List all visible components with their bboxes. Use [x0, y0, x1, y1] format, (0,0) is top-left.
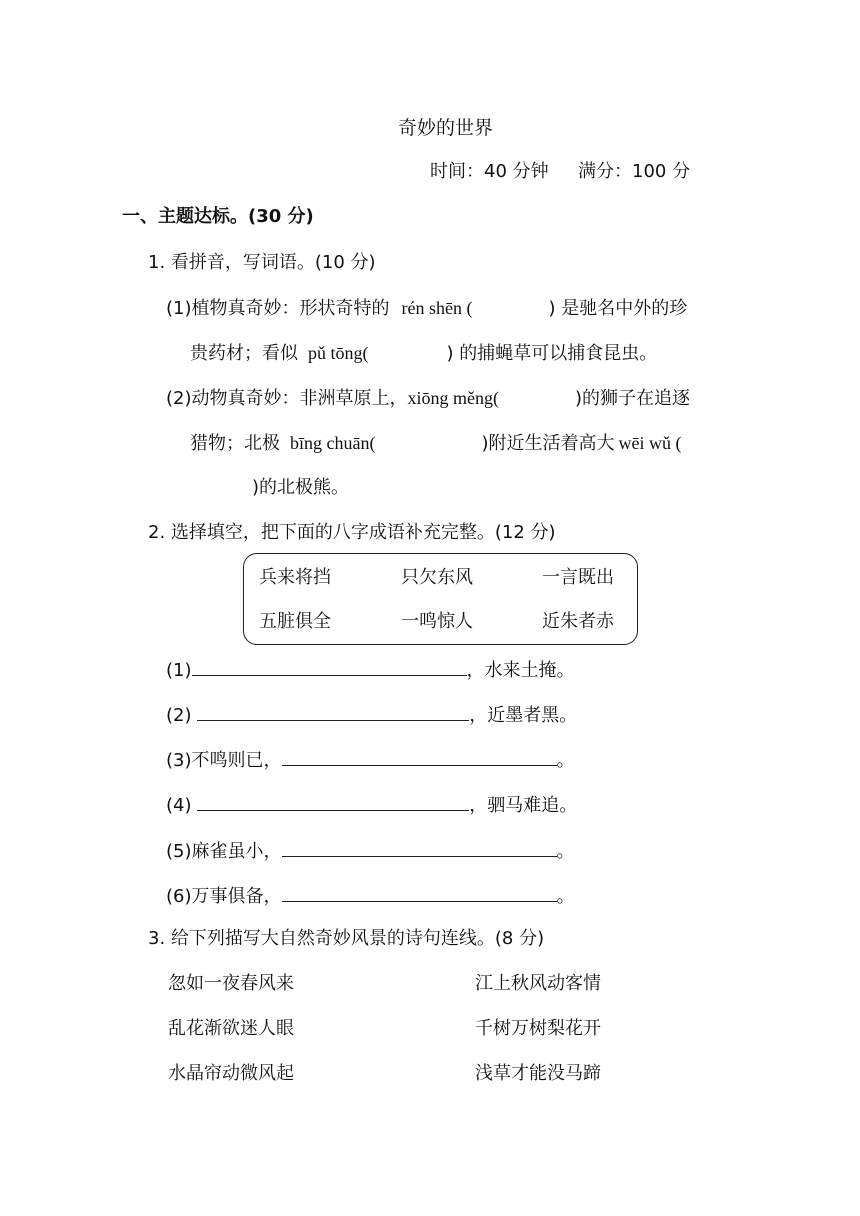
q2-item — [166, 657, 575, 683]
q2-item — [166, 747, 575, 773]
q1-item1-text-c: 贵药材；看似 — [190, 343, 298, 364]
q1-item1-text-d: ) 的捕蝇草可以捕食昆虫。 — [446, 343, 658, 364]
q2-item-before: (4) — [166, 795, 198, 816]
q2-item-after: 。 — [556, 886, 575, 907]
fill-blank[interactable] — [282, 747, 557, 766]
q3-prompt: 3. 给下列描写大自然奇妙风景的诗句连线。(8 分) — [148, 928, 545, 949]
q2-item — [166, 838, 575, 864]
q1-prompt: 1. 看拼音，写词语。(10 分) — [148, 252, 376, 273]
poem-line-right[interactable]: 江上秋风动客情 — [475, 973, 601, 994]
poem-line-left[interactable]: 忽如一夜春风来 — [168, 973, 294, 994]
poem-line-right[interactable]: 千树万树梨花开 — [475, 1018, 601, 1039]
q2-item-before: (5)麻雀虽小， — [166, 841, 282, 862]
q2-prompt: 2. 选择填空，把下面的八字成语补充完整。(12 分) — [148, 522, 556, 543]
q1-item2-line2 — [190, 431, 682, 456]
q2-item-after: ，近墨者黑。 — [469, 705, 578, 726]
q2-item-after: ，驷马难追。 — [469, 795, 578, 816]
word-bank-item[interactable]: 兵来将挡 — [259, 567, 331, 588]
q2-item — [166, 883, 575, 909]
word-bank-item[interactable]: 一言既出 — [542, 567, 614, 588]
q1-item1-pinyin1: rén shēn ( — [401, 298, 473, 318]
q1-item2-text-d: )附近生活着高大 — [481, 433, 615, 454]
q1-item2-pinyin2: bīng chuān( — [290, 433, 376, 453]
fill-blank[interactable] — [197, 702, 469, 721]
time-info: 时间：40 分钟 — [430, 161, 549, 182]
q2-item — [166, 792, 577, 818]
q1-item1-text-a: (1)植物真奇妙：形状奇特的 — [166, 298, 390, 319]
q2-item-before: (1) — [166, 660, 192, 681]
q1-item1-text-b: ) 是驰名中外的珍 — [548, 298, 688, 319]
q2-item-after: 。 — [556, 841, 575, 862]
q2-item-after: 。 — [556, 750, 575, 771]
word-bank-item[interactable]: 一鸣惊人 — [401, 611, 473, 632]
word-bank-item[interactable]: 只欠东风 — [401, 567, 473, 588]
score-info: 满分：100 分 — [578, 161, 691, 182]
q2-item-before: (6)万事俱备， — [166, 886, 282, 907]
q1-item2-line1 — [166, 386, 690, 411]
poem-line-left[interactable]: 乱花渐欲迷人眼 — [168, 1018, 294, 1039]
q1-item1-line2 — [190, 341, 657, 366]
fill-blank[interactable] — [282, 838, 557, 857]
fill-blank[interactable] — [192, 657, 467, 676]
word-bank-item[interactable]: 近朱者赤 — [542, 611, 614, 632]
word-bank-item[interactable]: 五脏俱全 — [259, 611, 331, 632]
section-heading: 一、主题达标。(30 分) — [122, 206, 314, 227]
q1-item2-pinyin1: xiōng měng( — [407, 388, 499, 408]
poem-line-right[interactable]: 浅草才能没马蹄 — [475, 1063, 601, 1084]
q1-item1-line1 — [166, 296, 687, 321]
q2-item-before: (2) — [166, 705, 198, 726]
q2-item — [166, 702, 577, 728]
fill-blank[interactable] — [197, 792, 469, 811]
q1-item1-pinyin2: pǔ tōng( — [308, 343, 369, 363]
q1-item2-text-a: (2)动物真奇妙：非洲草原上， — [166, 388, 408, 409]
word-bank-box — [243, 553, 638, 645]
page-title: 奇妙的世界 — [398, 117, 494, 139]
q2-item-before: (3)不鸣则已， — [166, 750, 282, 771]
q1-item2-text-c: 猎物；北极 — [190, 433, 280, 454]
q1-item2-line3: )的北极熊。 — [252, 477, 350, 498]
q1-item2-pinyin3: wēi wǔ ( — [618, 433, 682, 453]
poem-line-left[interactable]: 水晶帘动微风起 — [168, 1063, 294, 1084]
fill-blank[interactable] — [282, 883, 557, 902]
q2-item-after: ，水来土掩。 — [466, 660, 575, 681]
q1-item2-text-b: )的狮子在追逐 — [575, 388, 691, 409]
